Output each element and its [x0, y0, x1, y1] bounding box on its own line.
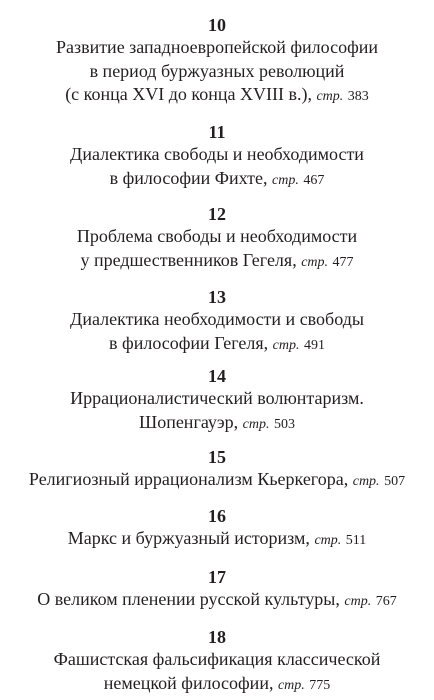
- page-abbreviation: стр.: [272, 337, 300, 353]
- chapter-title-text: Шопенгауэр,: [139, 411, 239, 432]
- page-abbreviation: стр.: [344, 594, 372, 609]
- chapter-title-line: Развитие западноевропейской философии: [55, 37, 379, 57]
- chapter-title-line: Иррационалистический волюнтаризм.: [70, 388, 364, 408]
- chapter-title-text: у предшественников Гегеля,: [80, 249, 297, 270]
- chapter-title-line: [0, 588, 434, 614]
- chapter-title-line: [0, 411, 434, 437]
- chapter-title-line: Диалектика свободы и необходимости: [70, 144, 364, 164]
- page-number: 775: [309, 677, 331, 693]
- page-number: 767: [375, 594, 397, 609]
- chapter-title-line: [0, 468, 434, 494]
- toc-entry-10: [0, 14, 434, 109]
- toc-entry-16: [0, 505, 434, 553]
- chapter-number: 10: [208, 15, 226, 35]
- chapter-title-text: Маркс и буржуазный историзм,: [67, 528, 310, 548]
- toc-entry-13: [0, 286, 434, 357]
- page-abbreviation: стр.: [301, 254, 329, 270]
- chapter-title-line: Проблема свободы и необходимости: [76, 226, 358, 246]
- page-abbreviation: стр.: [352, 474, 380, 489]
- toc-entry-18: [0, 626, 434, 697]
- chapter-title-text: в философии Фихте,: [109, 167, 268, 188]
- chapter-number: 16: [208, 506, 226, 526]
- chapter-number: 12: [208, 204, 226, 224]
- chapter-title-line: [0, 167, 434, 193]
- chapter-number: 11: [208, 122, 226, 142]
- chapter-title-line: [0, 83, 434, 109]
- page-abbreviation: стр.: [272, 172, 299, 188]
- chapter-number: 15: [208, 447, 226, 467]
- chapter-number: 18: [208, 627, 226, 647]
- chapter-title-line: [0, 672, 434, 698]
- page-number: 467: [303, 172, 325, 188]
- chapter-title-text: (с конца XVI до конца XVIII в.),: [65, 84, 312, 104]
- chapter-title-line: [0, 249, 434, 275]
- page-abbreviation: стр.: [242, 416, 270, 432]
- page-number: 511: [345, 533, 367, 548]
- chapter-title-line: [0, 527, 434, 553]
- chapter-number: 14: [208, 366, 226, 386]
- chapter-title-line: в период буржуазных революций: [89, 60, 345, 81]
- toc-entry-11: [0, 121, 434, 192]
- chapter-title-text: Религиозный иррационализм Кьеркегора,: [28, 469, 349, 489]
- page-number: 477: [332, 254, 354, 270]
- page-number: 383: [347, 89, 369, 104]
- page-number: 491: [303, 337, 325, 353]
- chapter-title-text: немецкой философии,: [103, 672, 274, 693]
- chapter-title-text: в философии Гегеля,: [109, 332, 269, 353]
- chapter-number: 17: [208, 567, 226, 587]
- page-abbreviation: стр.: [316, 89, 344, 104]
- toc-entry-14: [0, 365, 434, 436]
- page-abbreviation: стр.: [314, 533, 342, 548]
- page-number: 503: [273, 416, 295, 432]
- chapter-title-line: [0, 332, 434, 358]
- chapter-number: 13: [208, 287, 226, 307]
- chapter-title-text: О великом пленении русской культуры,: [37, 589, 340, 609]
- toc-entry-15: [0, 446, 434, 494]
- chapter-title-line: Фашистская фальсификация классической: [53, 649, 381, 669]
- toc-entry-17: [0, 566, 434, 614]
- chapter-title-line: Диалектика необходимости и свободы: [70, 309, 364, 329]
- page-abbreviation: стр.: [277, 677, 305, 693]
- page-number: 507: [384, 474, 406, 489]
- toc-entry-12: [0, 203, 434, 274]
